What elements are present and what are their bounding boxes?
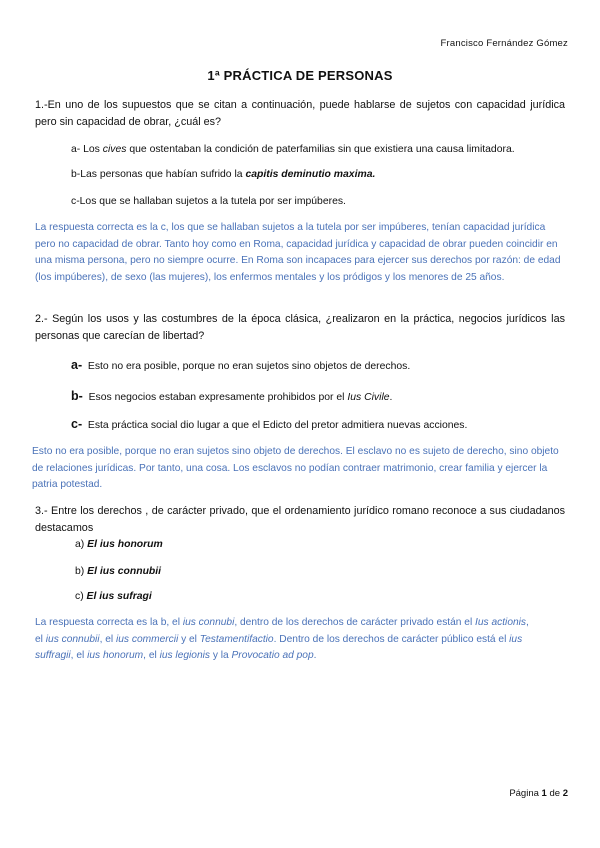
question-2: 2.- Según los usos y las costumbres de la época clásica, ¿realizaron en la práctica, negocios jurídicos las personas que carecían de libertad? (35, 313, 565, 342)
question-3: 3.- Entre los derechos , de carácter privado, que el ordenamiento jurídico romano reconoce a sus ciudadanos destacamos (35, 505, 565, 534)
q1-answer: La respuesta correcta es la c, los que se hallaban sujetos a la tutela por ser impúberes, tenían capacidad jurídica pero no capacidad de obrar. Tanto hoy como en Roma, capacidad jurídica y capacidad de obrar pueden coincidir en una misma persona, pero no siempre ocurre. En Roma son incapaces para ejercer sus derechos por razón: de edad (los impúberes), de sexo (las mujeres), los enfermos mentales y los pródigos y los menores de 25 años. (35, 222, 561, 283)
q3-option-b: b) El ius connubii (75, 566, 162, 577)
q2-answer: Esto no era posible, porque no eran sujetos sino objeto de derechos. El esclavo no es sujeto de derecho, sino objeto de relaciones jurídicas. Por tanto, una cosa. Los esclavos no podían contraer matrimonio, crear familia y ejercer la patria potestad. (32, 446, 559, 490)
question-1: 1.-En uno de los supuestos que se citan a continuación, puede hablarse de sujetos con capacidad jurídica pero sin capacidad de obrar, ¿cuál es? (35, 99, 565, 128)
q1-option-c: c-Los que se hallaban sujetos a la tutela por ser impúberes. (71, 196, 346, 207)
q1-option-a: a- Los cives que ostentaban la condición de paterfamilias sin que existiera una causa limitadora. (71, 144, 515, 155)
q1-option-b: b-Las personas que habían sufrido la capitis deminutio maxima. (71, 169, 376, 180)
q3-option-a: a) El ius honorum (75, 539, 163, 550)
q2-option-c: c- Esta práctica social dio lugar a que el Edicto del pretor admitiera nuevas acciones. (71, 417, 468, 431)
page-footer: Página 1 de 2 (509, 788, 568, 799)
q2-option-b: b- Esos negocios estaban expresamente prohibidos por el Ius Civile. (71, 389, 393, 403)
q2-option-a: a- Esto no era posible, porque no eran sujetos sino objetos de derechos. (71, 358, 411, 372)
page-header-author: Francisco Fernández Gómez (440, 38, 568, 49)
page-title: 1ª PRÁCTICA DE PERSONAS (207, 68, 393, 83)
q3-option-c: c) El ius sufragi (75, 591, 152, 602)
q3-answer: La respuesta correcta es la b, el ius connubi, dentro de los derechos de carácter privado están el Ius actionis, el ius connubii, el ius commercii y el Testamentifactio. Dentro de los derechos de carácter público está el ius suffragii, el ius honorum, el ius legionis y la Provocatio ad pop. (35, 617, 529, 661)
